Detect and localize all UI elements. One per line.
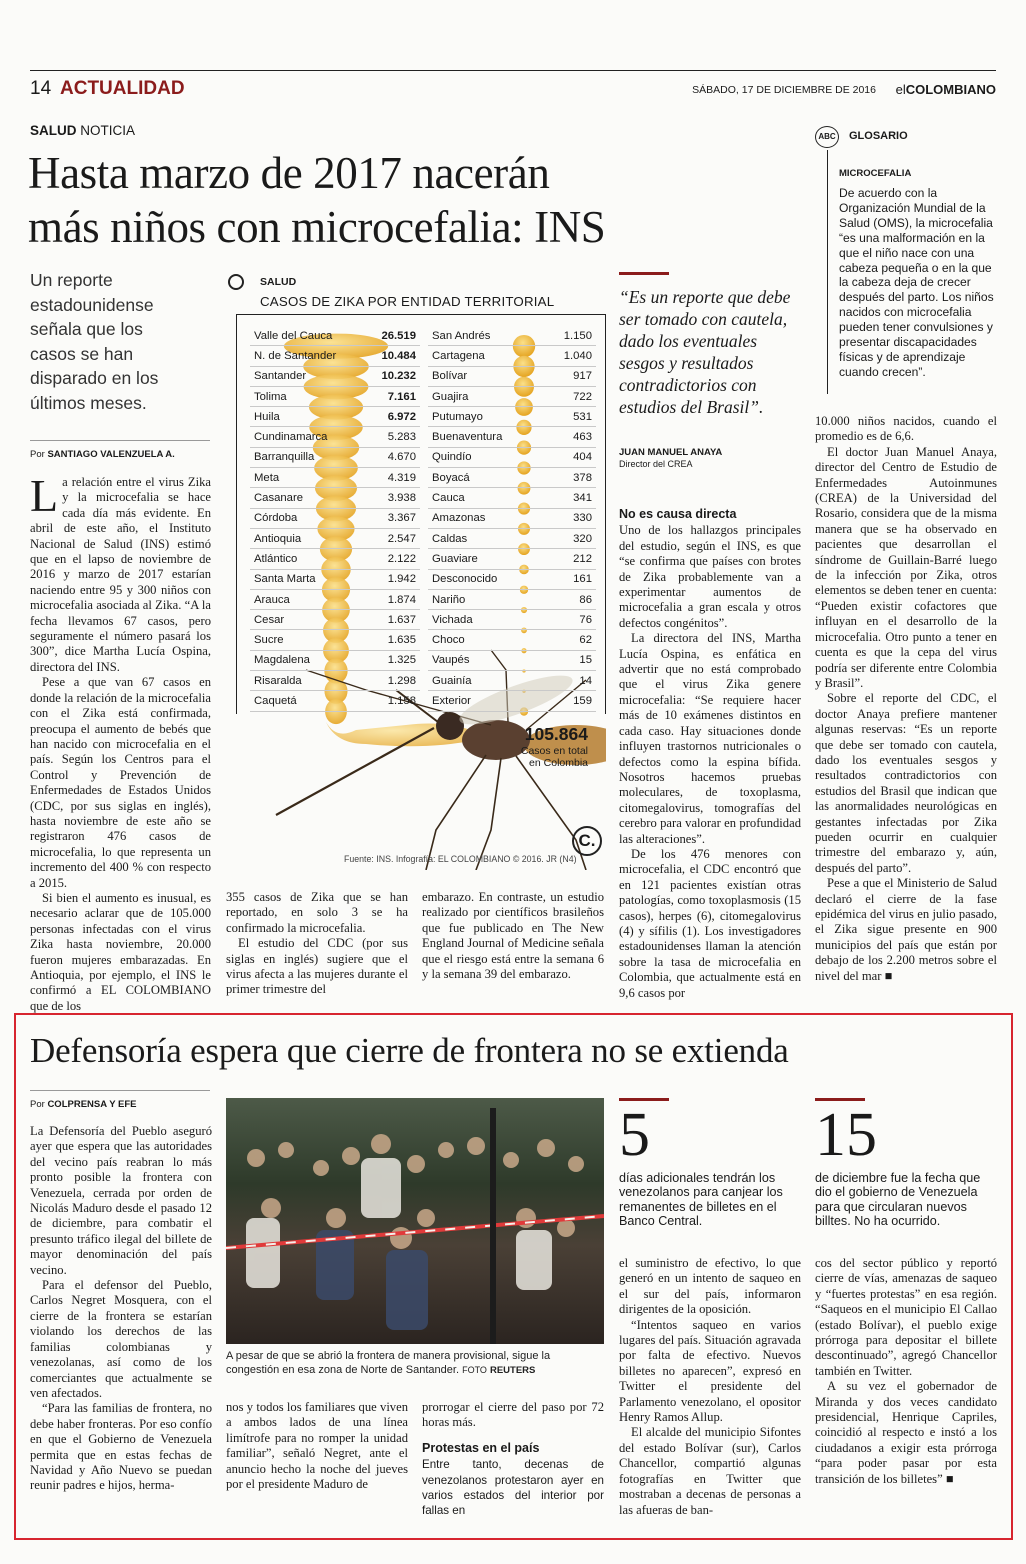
drop-cap: L [30, 470, 59, 521]
chart-row-value: 10.484 [381, 349, 416, 362]
chart-row-value: 1.040 [563, 349, 592, 362]
chart-row-value: 341 [573, 492, 592, 505]
article2-col3-paragraph-2: Entre tanto, decenas de venezolanos protestaron ayer en varios estados del interior por fallas en [422, 1458, 604, 1518]
chart-row [428, 691, 596, 711]
chart-row-label: Cesar [254, 613, 285, 626]
chart-row-value: 3.938 [387, 492, 416, 505]
quote-role: Director del CREA [619, 459, 693, 469]
article1-paragraph-2: Pese a que van 67 casos en donde la relación de la microcefalia con el Zika está confirmada, preocupa el aumento de bebés que han nacido con microcefalia en el país. Según los Centros para el Control y Prevención de Enfermedades de Estados Unidos (CDC, por sus siglas en inglés), hasta noviembre de este año se registraron 476 casos de microcefalia, lo que representa un incremento del 400 % con respecto a 2015. [30, 675, 211, 890]
article1-col4-paragraph-1: Uno de los hallazgos principales del estudio, según el INS, es que “se confirma que países con brotes de Zika probablemente van a experimentar aumentos de microcefalia a gran escala y otros defectos congénitos”. [619, 523, 801, 630]
credit-label: FOTO [462, 1365, 487, 1375]
chart-row-value: 1.874 [387, 593, 416, 606]
page-number: 14 [30, 78, 52, 99]
article2-col1-paragraph-1 [30, 1124, 212, 1278]
chart-row-value: 1.635 [387, 634, 416, 647]
chart-row [428, 427, 596, 447]
paragraph-text: Pese a que el Ministerio de Salud declaró el cierre de la fase epidémica del virus en julio pasado, el Zika sigue presente en 900 municipios del país que están por debajo de los 2.200 metros sobre el nivel del mar [815, 876, 997, 983]
stat-1-text: días adicionales tendrán los venezolanos para canjear los remanentes de billetes en el Banco Central. [619, 1171, 783, 1228]
chart-row [428, 448, 596, 468]
chart-row-label: Cundinamarca [254, 431, 328, 444]
headline-line-1: Hasta marzo de 2017 nacerán [28, 148, 550, 198]
chart-row-label: Quindío [432, 451, 472, 464]
chart-row-label: Córdoba [254, 512, 298, 525]
article2-col4-paragraph-3: El alcalde del municipio Sifontes del estado Bolívar (sur), Carlos Chancellor, compartió algunas fotografías en Twitter que mostraban a decenas de personas a las afueras de ban- [619, 1425, 801, 1517]
glossary-term: MICROCEFALIA [839, 168, 912, 179]
chart-row-label: Arauca [254, 593, 290, 606]
chart-row-label: Exterior [432, 694, 471, 707]
chart-row-value: 62 [579, 634, 592, 647]
chart-row-value: 6.972 [387, 410, 416, 423]
article2-column-3 [422, 1400, 604, 1519]
chart-row [428, 630, 596, 650]
glossary-title: GLOSARIO [849, 130, 908, 142]
chart-row [428, 529, 596, 549]
article2-column-2 [226, 1400, 408, 1492]
chart-table-right [428, 326, 596, 712]
brand-prefix: el [895, 82, 906, 97]
total-label-2: en Colombia [529, 757, 588, 769]
chart-row [250, 326, 420, 346]
article1-col4-paragraph-3: De los 476 menores con microcefalia, el CDC encontró que en 121 pacientes existían otras patologías, como toxoplasmosis (15 casos), herpes (6), citomegalovirus (4) y sífilis (1). Los investigadores estadounidenses llaman la atención sobre la tasa de microcefalia en Colombia, que actualmente está en 9,6 casos por [619, 846, 801, 1000]
headline-line-2: más niños con microcefalia: INS [28, 202, 606, 252]
chart-row-value: 404 [573, 451, 592, 464]
article2-column-5 [815, 1256, 997, 1487]
chart-row-value: 161 [573, 573, 592, 586]
article1-column-4 [619, 505, 801, 1001]
chart-row-label: Atlántico [254, 552, 298, 565]
chart-row-label: Amazonas [432, 512, 486, 525]
chart-row [428, 367, 596, 387]
chart-row-value: 26.519 [381, 329, 416, 342]
chart-row-value: 10.232 [381, 370, 416, 383]
chart-row [250, 407, 420, 427]
article1-col5-paragraph-1: 10.000 niños nacidos, cuando el promedio es de 6,6. [815, 414, 997, 444]
end-mark: ■ [884, 968, 893, 983]
chart-row-label: Putumayo [432, 410, 483, 423]
article2-col4-paragraph-2: “Intentos saqueo en varios lugares del país. Situación agravada por falta de efectivo. Nuevos billetes no aparecen”, expresó en Twitter el presidente del Parlamento venezolano, el opositor Henry Ramos Allup. [619, 1317, 801, 1425]
byline-name: SANTIAGO VALENZUELA A. [47, 449, 175, 460]
chart-row-value: 5.283 [387, 431, 416, 444]
chart-row-label: Santander [254, 370, 307, 383]
chart-row-value: 159 [573, 694, 592, 707]
chart-row [250, 346, 420, 366]
photo-illustration [226, 1098, 604, 1344]
chart-row-label: Valle del Cauca [254, 329, 333, 342]
paragraph-text: a relación entre el virus Zika y la microcefalia se hace cada día más evidente. En abril de este año, el Instituto Nacional de Salud (INS) estimó que en el lapso de noviembre de 2016 y marzo de 2017 estarían naciendo entre 95 y 300 niños con microcefalia asociada al Zika. “A la fecha llevamos 67 casos, pero seguramente el número pasará los 300”, dice Martha Lucía Ospina, directora del INS. [30, 475, 211, 674]
chart-table-left [250, 326, 420, 712]
chart-row-label: Nariño [432, 593, 466, 606]
photo-caption [226, 1349, 606, 1378]
article1-col4-paragraph-2: La directora del INS, Martha Lucía Ospina, es enfática en advertir que no está comprobado que el virus Zika genere microcefalia: “Se requiere hacer más de 10 exámenes distintos en cada caso. Hay situaciones donde influyen trastornos nutricionales o defectos como la espina bífida. Nosotros hacemos pruebas moleculares, de toxoplasma, citomegalovirus, tomografías del cerebro para valorar en profundidad las alteraciones”. [619, 631, 801, 846]
chart-row [250, 367, 420, 387]
chart-row [428, 407, 596, 427]
pull-quote: “Es un reporte que debe ser tomado con cautela, dado los eventuales sesgos y resultados contradictorios con estudios del Brasil”. [619, 287, 791, 418]
article1-column-5 [815, 414, 997, 984]
page-header [30, 78, 996, 100]
chart-row [428, 570, 596, 590]
total-label-1: Casos en total [520, 745, 588, 757]
mosquito-head-icon [228, 274, 244, 290]
article2-headline: Defensoría espera que cierre de frontera no se extienda [30, 1031, 789, 1070]
chart-row-value: 212 [573, 552, 592, 565]
glossary-definition: De acuerdo con la Organización Mundial de la Salud (OMS), la microcefalia “es una malformación en la que el niño nace con una cabeza pequeña o en la que la cabeza deja de crecer después del parto. Los niños nacidos con microcefalia pueden tener convulsiones y presentar discapacidades físicas y de aprendizaje cuando crecen”. [839, 186, 994, 379]
article1-column-3 [422, 890, 604, 982]
chart-row [428, 387, 596, 407]
chart-row-label: Cartagena [432, 349, 485, 362]
chart-row-value: 1.942 [387, 573, 416, 586]
chart-row [250, 488, 420, 508]
chart-row [250, 590, 420, 610]
chart-row-label: Caquetá [254, 694, 297, 707]
chart-row-label: Guainía [432, 674, 472, 687]
byline-prefix: Por [30, 1099, 45, 1110]
chart-row-value: 1.158 [387, 694, 416, 707]
chart-row-value: 3.367 [387, 512, 416, 525]
chart-row-label: Casanare [254, 492, 303, 505]
article2-col3-paragraph-1: prorrogar el cierre del paso por 72 horas más. [422, 1400, 604, 1430]
article2-col1-paragraph-3: “Para las familias de frontera, no debe haber fronteras. Por eso confío en que el Gobierno de Venezuela permita que en estas fechas de Navidad y Año Nuevo se puedan reunir padres e hijos, herma- [30, 1401, 212, 1493]
brand-logo [896, 82, 996, 97]
article1-subhead: No es causa directa [619, 507, 737, 521]
chart-row [250, 468, 420, 488]
article2-col5-paragraph-1: cos del sector público y reportó cierre de vías, amenazas de saqueo y “fuertes protestas” en esa región. “Saqueos en el municipio El Callao (estado Bolívar), el pueblo exige prórroga para depositar el billete descontinuado”, agregó Chancellor también en Twitter. [815, 1256, 997, 1378]
paragraph-text: A su vez el gobernador de Miranda y dos veces candidato presidencial, Henrique Capriles, coincidió al respecto e instó a los ciudadanos a exigir esta prórroga “para poder pasar por esta transición de los billetes” [815, 1379, 997, 1486]
chart-row [250, 509, 420, 529]
chart-row [250, 387, 420, 407]
stat-2-number: 15 [815, 1101, 877, 1169]
chart-row-label: Guaviare [432, 552, 478, 565]
chart-row-label: Huila [254, 410, 280, 423]
kicker-label: NOTICIA [80, 123, 136, 138]
chart-row [428, 326, 596, 346]
article1-kicker [30, 123, 135, 138]
chart-row [428, 671, 596, 691]
paragraph-text: La Defensoría del Pueblo aseguró ayer que espera que las autoridades del vecino país reabran lo más pronto posible la frontera con Venezuela, cerrada por orden de Nicolás Maduro desde el pasado 12 de diciembre, para combatir el presunto tráfico ilegal del billete de mayor denominación del país vecino. [30, 1124, 212, 1277]
chart-row-value: 320 [573, 532, 592, 545]
chart-row [428, 346, 596, 366]
article2-col2-paragraph-1: nos y todos los familiares que viven a ambos lados de una línea limítrofe para no romper la unidad familiar”, señaló Negret, ante el anuncio hecho la noche del jueves por el presidente Maduro de [226, 1400, 408, 1492]
chart-row-label: Boyacá [432, 471, 470, 484]
article2-column-1 [30, 1124, 212, 1494]
chart-row [250, 427, 420, 447]
chart-row [428, 590, 596, 610]
chart-row [250, 570, 420, 590]
chart-row [250, 630, 420, 650]
chart-row-label: Guajira [432, 390, 469, 403]
chart-row-value: 1.637 [387, 613, 416, 626]
chart-row-value: 1.325 [387, 654, 416, 667]
chart-row-value: 378 [573, 471, 592, 484]
chart-row-label: Barranquilla [254, 451, 315, 464]
chart-row-label: Santa Marta [254, 573, 316, 586]
chart-row [250, 610, 420, 630]
article2-subhead: Protestas en el país [422, 1440, 540, 1455]
chart-row [250, 549, 420, 569]
caption-text: A pesar de que se abrió la frontera de manera provisional, sigue la congestión en esa zona de Norte de Santander. [226, 1350, 551, 1376]
infographic-tag: SALUD [260, 276, 297, 288]
stat-2-text: de diciembre fue la fecha que dio el gobierno de Venezuela para que circularan nuevos billtes. No ha ocurrido. [815, 1171, 981, 1228]
chart-row-value: 7.161 [387, 390, 416, 403]
chart-row [250, 529, 420, 549]
chart-row-label: Magdalena [254, 654, 310, 667]
article1-col5-paragraph-4 [815, 876, 997, 984]
chart-row-value: 4.670 [387, 451, 416, 464]
glossary-abc-icon: ABC [815, 126, 839, 148]
chart-row-label: N. de Santander [254, 349, 337, 362]
total-value: 105.864 [524, 724, 588, 744]
chart-row-label: Tolima [254, 390, 287, 403]
chart-row [250, 651, 420, 671]
chart-row [428, 651, 596, 671]
chart-row-label: Vaupés [432, 654, 470, 667]
article1-headline [28, 146, 788, 254]
article1-col3-paragraph-1: embarazo. En contraste, un estudio realizado por científicos brasileños que fue publicado en The New England Journal of Medicine señala que el riesgo está entre la semana 6 y la semana 39 del embarazo. [422, 890, 604, 982]
border-crowd-photo [226, 1098, 604, 1344]
chart-row [428, 610, 596, 630]
chart-row-value: 463 [573, 431, 592, 444]
chart-row [250, 691, 420, 711]
chart-row-label: Bolívar [432, 370, 468, 383]
article2-column-4 [619, 1256, 801, 1518]
article1-col5-paragraph-2: El doctor Juan Manuel Anaya, director del Centro de Estudio de Enfermedades Autoinmunes (CREA) de la Universidad del Rosario, considera que de la misma manera que se ha observado en pacientes que desarrollan el síndrome de Guillain-Barré luego de la infección por Zika, otros elementos se deben tener en cuenta: “Pueden existir cofactores que influyan en el desarrollo de la microcefalia. Otro punto a tener en cuenta es que la cepa del virus podría ser diferente entre Colombia y Brasil”. [815, 444, 997, 690]
article2-col4-paragraph-1: el suministro de efectivo, lo que generó en un intento de saqueo en el sur del país, informaron dirigentes de la oposición. [619, 1256, 801, 1317]
article1-col2-paragraph-2: El estudio del CDC (por sus siglas en inglés) sugiere que el virus afecta a las mujeres durante el primer trimestre del [226, 936, 408, 997]
article1-column-2 [226, 890, 408, 998]
chart-row-label: Caldas [432, 532, 468, 545]
zika-infographic [226, 270, 610, 870]
chart-row-value: 1.298 [387, 674, 416, 687]
article1-paragraph-1 [30, 470, 211, 675]
end-mark: ■ [945, 1471, 954, 1486]
chart-row [250, 448, 420, 468]
credit-source: REUTERS [489, 1365, 536, 1376]
chart-row-label: Choco [432, 634, 465, 647]
stat-1-number: 5 [619, 1101, 650, 1169]
chart-row-label: Risaralda [254, 674, 302, 687]
chart-row-value: 722 [573, 390, 592, 403]
chart-row-label: San Andrés [432, 329, 491, 342]
article1-deck: Un reporte estadounidense señala que los casos se han disparado en los últimos meses. [30, 270, 159, 413]
infographic-source: Fuente: INS. Infografía: EL COLOMBIANO © 2016. JR (N4) [344, 854, 577, 864]
chart-row-value: 2.547 [387, 532, 416, 545]
chart-row [428, 509, 596, 529]
chart-row-value: 76 [579, 613, 592, 626]
chart-row-value: 917 [573, 370, 592, 383]
chart-row-value: 86 [579, 593, 592, 606]
article2-col1-paragraph-2: Para el defensor del Pueblo, Carlos Negret Mosquera, con el cierre de la frontera se estarían violando los derechos de las familias colombianas y venezolanas, así como de los comerciantes que actualmente se ven afectados. [30, 1278, 212, 1400]
chart-title: CASOS DE ZIKA POR ENTIDAD TERRITORIAL [260, 294, 555, 309]
byline-name: COLPRENSA Y EFE [47, 1099, 137, 1110]
brand-name: COLOMBIANO [905, 82, 996, 97]
article2-byline [30, 1099, 136, 1110]
chart-row-value: 2.122 [387, 552, 416, 565]
chart-row-label: Vichada [432, 613, 473, 626]
article1-paragraph-3: Si bien el aumento es inusual, es necesario aclarar que de 105.000 personas infectadas con el virus Zika hasta noviembre, 20.000 fueron mujeres embarazadas. En Antioquia, por ejemplo, el INS le confirmó a EL COLOMBIANO que de los [30, 890, 211, 1013]
chart-row [428, 549, 596, 569]
glossary-box [815, 126, 997, 396]
chart-row-label: Buenaventura [432, 431, 503, 444]
chart-row-label: Cauca [432, 492, 465, 505]
chart-row-label: Antioquia [254, 532, 302, 545]
chart-row [428, 468, 596, 488]
chart-row-value: 1.150 [563, 329, 592, 342]
chart-row-value: 4.319 [387, 471, 416, 484]
chart-row-value: 531 [573, 410, 592, 423]
article1-byline [30, 449, 175, 460]
chart-row [250, 671, 420, 691]
article1-column-1 [30, 470, 211, 1014]
byline-prefix: Por [30, 449, 45, 460]
article2-col5-paragraph-2 [815, 1379, 997, 1487]
chart-row-label: Desconocido [432, 573, 498, 586]
article1-col2-paragraph-1: 355 casos de Zika que se han reportado, en solo 3 se ha confirmado la microcefalia. [226, 890, 408, 935]
article1-col5-paragraph-3: Sobre el reporte del CDC, el doctor Anaya prefiere mantener algunas reservas: “Es un reporte que debe ser tomado con cautela, dado los eventuales sesgos y resultados contradictorios con estudios del Brasil que indican que las anormalidades neurológicas en gestantes infectadas por Zika pueden ocurrir en cualquier trimestre del embarazo y, aún, después del parto”. [815, 691, 997, 875]
quote-author: JUAN MANUEL ANAYA [619, 447, 723, 458]
kicker-bold: SALUD [30, 123, 77, 138]
chart-row [428, 488, 596, 508]
chart-row-label: Sucre [254, 634, 284, 647]
infographic-logo: C. [572, 826, 602, 856]
chart-row-value: 15 [579, 654, 592, 667]
chart-row-value: 14 [579, 674, 592, 687]
chart-row-value: 330 [573, 512, 592, 525]
chart-row-label: Meta [254, 471, 280, 484]
section-name: ACTUALIDAD [60, 78, 185, 99]
issue-date: SÁBADO, 17 DE DICIEMBRE DE 2016 [692, 84, 876, 96]
total-block [502, 724, 588, 769]
